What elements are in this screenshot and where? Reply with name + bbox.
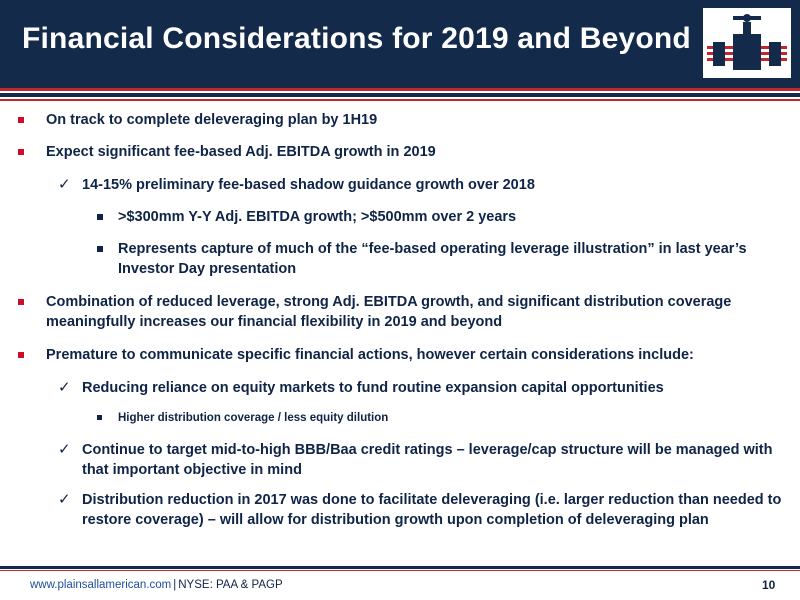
bullet-text: Represents capture of much of the “fee-based operating leverage illustration” in last year’s Investor Day presentation (118, 241, 747, 277)
bullet-square-icon (18, 149, 24, 155)
checkmark-icon: ✓ (58, 175, 71, 193)
footer (30, 579, 283, 591)
footer-separator: | (173, 579, 177, 591)
bullet-text: 14-15% preliminary fee-based shadow guidance growth over 2018 (82, 177, 535, 193)
footer-navy-line (0, 566, 800, 569)
bullet-text: On track to complete deleveraging plan by 1H19 (46, 112, 378, 128)
checkmark-icon: ✓ (58, 490, 71, 508)
footer-red-line (0, 570, 800, 571)
bullet-text: Distribution reduction in 2017 was done to facilitate deleveraging (i.e. larger reduction than needed to restore coverage) – will allow for distribution growth upon completion of deleveraging plan (82, 492, 782, 528)
slide-title: Financial Considerations for 2019 and Beyond (22, 22, 691, 55)
bullet-text: Higher distribution coverage / less equity dilution (118, 412, 389, 424)
checkmark-icon: ✓ (58, 378, 71, 396)
bullet-square-icon (18, 352, 24, 358)
bullet-text: >$300mm Y-Y Adj. EBITDA growth; >$500mm over 2 years (118, 209, 517, 225)
bullet-text: Continue to target mid-to-high BBB/Baa credit ratings – leverage/cap structure will be managed with that important objective in mind (82, 442, 773, 478)
bullet-square-icon (97, 246, 103, 252)
bullet-text: Premature to communicate specific financial actions, however certain considerations include: (46, 347, 694, 363)
checkmark-icon: ✓ (58, 440, 71, 458)
bullet-square-icon (18, 117, 24, 123)
bullet-square-icon (18, 299, 24, 305)
bullet-square-icon (97, 415, 102, 420)
bullet-text: Expect significant fee-based Adj. EBITDA growth in 2019 (46, 144, 436, 160)
footer-url-link[interactable]: www.plainsallamerican.com (30, 579, 172, 591)
bullet-text: Combination of reduced leverage, strong Adj. EBITDA growth, and significant distribution coverage meaningfully increases our financial flexibility in 2019 and beyond (46, 294, 732, 330)
bullet-text: Reducing reliance on equity markets to fund routine expansion capital opportunities (82, 380, 664, 396)
footer-ticker: NYSE: PAA & PAGP (178, 579, 283, 591)
bullet-square-icon (97, 214, 103, 220)
page-number: 10 (762, 578, 776, 592)
